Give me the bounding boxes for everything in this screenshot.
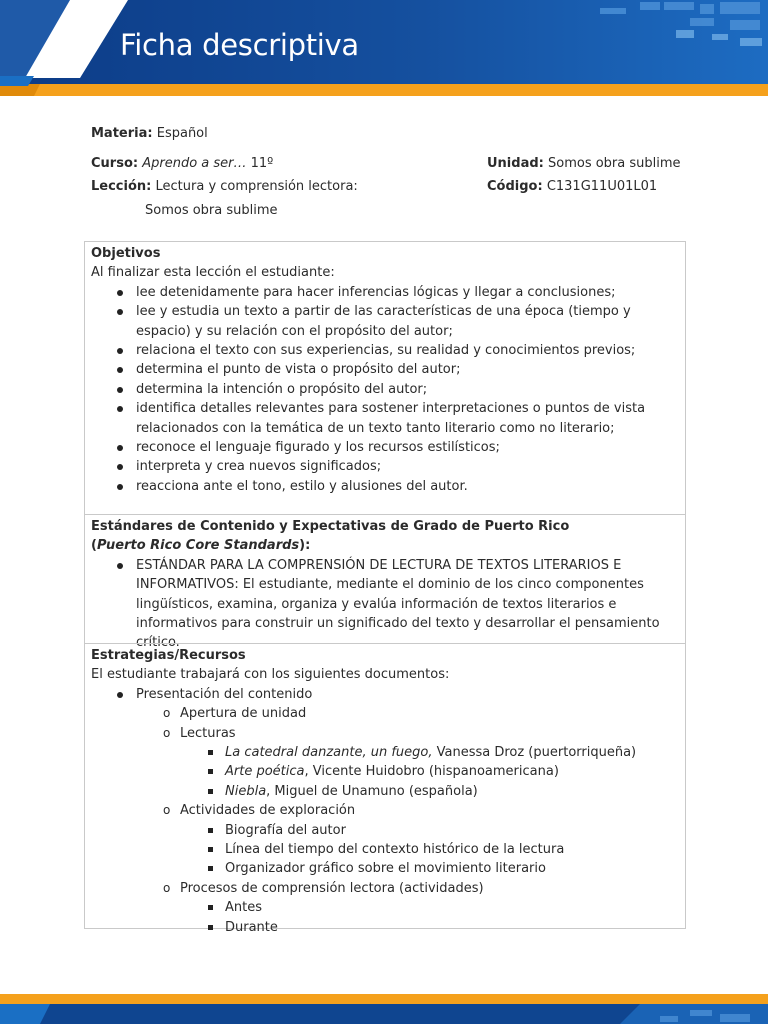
objetivos-title: Objetivos — [91, 246, 161, 261]
sub-item: o Actividades de exploración Biografía del autor Línea del tiempo del contexto histórico de la lectura Organizador gráfico sobre el movimiento literario — [91, 801, 679, 879]
objetivo-item: relaciona el texto con sus experiencias, su realidad y conocimientos previos; — [91, 341, 679, 360]
leccion-value-2: Somos obra sublime — [145, 203, 278, 218]
estandares-title: Estándares de Contenido y Expectativas de Grado de Puerto Rico — [91, 519, 570, 534]
objetivos-intro: Al finalizar esta lección el estudiante: — [91, 265, 335, 281]
estrategias-section — [84, 643, 686, 935]
materia-label: Materia: — [91, 126, 153, 141]
estrategias-list — [91, 685, 679, 704]
leccion-value-1: Lectura y comprensión lectora: — [155, 179, 358, 194]
header-banner — [0, 0, 768, 100]
sub-item: o Lecturas La catedral danzante, un fuego, Vanessa Droz (puertorriqueña) Arte poética, Vicente Huidobro (hispanoamericana) Niebla, Miguel de Unamuno (española) — [91, 724, 679, 802]
materia-value: Español — [156, 126, 208, 141]
unidad-value: Somos obra sublime — [548, 156, 681, 171]
lectura-item: Niebla, Miguel de Unamuno (española) — [91, 782, 679, 801]
leccion-label: Lección: — [91, 179, 152, 194]
objetivos-list — [91, 283, 679, 496]
exploracion-label: Actividades de exploración — [180, 803, 356, 819]
codigo-label: Código: — [487, 179, 543, 194]
objetivo-item: reconoce el lenguaje figurado y los recursos estilísticos; — [91, 438, 679, 457]
curso-label: Curso: — [91, 156, 139, 171]
lectura-item: Arte poética, Vicente Huidobro (hispanoamericana) — [91, 762, 679, 781]
sub-item: o Procesos de comprensión lectora (actividades) Antes Durante — [91, 879, 679, 937]
presentacion-label: Presentación del contenido — [136, 686, 313, 702]
estandares-list — [91, 556, 679, 653]
lecturas-label: Lecturas — [180, 725, 236, 741]
objetivo-item: lee detenidamente para hacer inferencias lógicas y llegar a conclusiones; — [91, 283, 679, 302]
leccion-line-2 — [145, 202, 278, 219]
exploracion-item: Línea del tiempo del contexto histórico de la lectura — [91, 840, 679, 859]
exploracion-item: Organizador gráfico sobre el movimiento literario — [91, 859, 679, 878]
exploracion-list — [91, 821, 679, 879]
codigo-value: C131G11U01L01 — [546, 179, 658, 194]
objetivo-item: lee y estudia un texto a partir de las características de una época (tiempo y espacio) y su relación con el propósito del autor; — [91, 302, 679, 341]
objetivos-section — [84, 241, 686, 514]
curso-value: 11º — [250, 156, 274, 171]
materia-line — [91, 125, 208, 142]
procesos-label: Procesos de comprensión lectora (actividades) — [180, 880, 484, 896]
curso-value-italic: Aprendo a ser… — [142, 156, 247, 171]
estandares-section — [84, 514, 686, 651]
apertura-label: Apertura de unidad — [180, 706, 307, 722]
estrategias-title: Estrategias/Recursos — [91, 648, 246, 663]
estrategias-intro: El estudiante trabajará con los siguientes documentos: — [91, 667, 450, 683]
procesos-item: Durante — [91, 918, 679, 937]
objetivo-item: identifica detalles relevantes para sostener interpretaciones o puntos de vista relacionados con la temática de un texto tanto literario como no literario; — [91, 399, 679, 438]
objetivo-item: reacciona ante el tono, estilo y alusiones del autor. — [91, 477, 679, 496]
codigo-line — [487, 178, 657, 195]
lectura-item: La catedral danzante, un fuego, Vanessa Droz (puertorriqueña) — [91, 743, 679, 762]
page-title: Ficha descriptiva — [120, 28, 359, 62]
footer-banner — [0, 990, 768, 1024]
sub-item: o Apertura de unidad — [163, 706, 307, 722]
leccion-line — [91, 178, 358, 195]
lecturas-list — [91, 743, 679, 801]
unidad-line — [487, 155, 681, 172]
procesos-list — [91, 898, 679, 937]
curso-line — [91, 155, 273, 172]
estandares-subtitle: (Puerto Rico Core Standards): — [91, 538, 311, 554]
objetivo-item: determina el punto de vista o propósito del autor; — [91, 360, 679, 379]
objetivo-item: interpreta y crea nuevos significados; — [91, 457, 679, 476]
exploracion-item: Biografía del autor — [91, 821, 679, 840]
unidad-label: Unidad: — [487, 156, 544, 171]
presentacion-sublist — [91, 704, 679, 937]
procesos-item: Antes — [91, 898, 679, 917]
estandar-item: ESTÁNDAR PARA LA COMPRENSIÓN DE LECTURA DE TEXTOS LITERARIOS E INFORMATIVOS: El estudiante, mediante el dominio de los cinco componentes lingüísticos, examina, organiza y evalúa información de textos literarios e informativos para construir un significado del texto y desarrollar el pensamiento crítico. — [91, 556, 679, 653]
footer-graphic — [0, 990, 768, 1024]
header-graphic — [0, 0, 768, 100]
objetivo-item: determina la intención o propósito del autor; — [91, 380, 679, 399]
estrategia-item — [91, 685, 679, 704]
